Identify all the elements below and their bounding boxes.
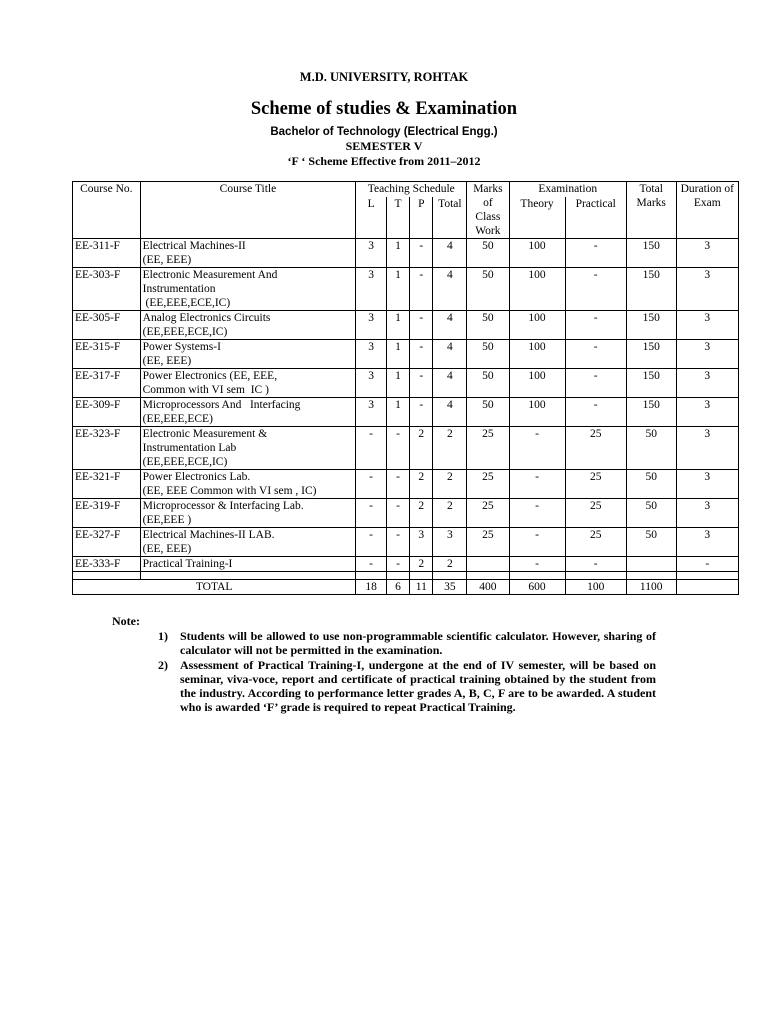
- theory-cell: 100: [509, 369, 565, 398]
- header-duration: Duration of Exam: [676, 182, 738, 239]
- spacer-cell: [140, 572, 356, 580]
- header-course-no: Course No.: [73, 182, 141, 239]
- practical-cell: -: [565, 239, 626, 268]
- course-title-line: Power Electronics Lab.: [142, 471, 251, 483]
- course-title-cell: [140, 528, 356, 557]
- course-title-line: (EE, EEE): [142, 254, 192, 266]
- note-item: [158, 629, 656, 658]
- degree-name: Bachelor of Technology (Electrical Engg.): [270, 126, 498, 138]
- L-cell: -: [356, 499, 387, 528]
- total-total-cell: 35: [433, 580, 467, 595]
- T-cell: 1: [386, 340, 409, 369]
- L-cell: 3: [356, 340, 387, 369]
- T-cell: -: [386, 427, 409, 470]
- header-theory: Theory: [509, 197, 565, 239]
- P-cell: -: [410, 311, 433, 340]
- table-row: [73, 311, 739, 340]
- practical-cell: 25: [565, 427, 626, 470]
- duration-cell: 3: [676, 427, 738, 470]
- course-title-line: Electrical Machines-II LAB.: [142, 529, 275, 541]
- course-title-line: Instrumentation: [142, 283, 216, 295]
- table-spacer-row: [73, 572, 739, 580]
- total-marks-cell: 150: [626, 369, 676, 398]
- total-theory-cell: 600: [509, 580, 565, 595]
- course-title-line: Electronic Measurement &: [142, 428, 268, 440]
- practical-cell: 25: [565, 528, 626, 557]
- table-row: [73, 268, 739, 311]
- P-cell: 2: [410, 470, 433, 499]
- course-title-line: (EE, EEE Common with VI sem , IC): [142, 485, 317, 497]
- theory-cell: 100: [509, 239, 565, 268]
- table-row: [73, 398, 739, 427]
- practical-cell: -: [565, 340, 626, 369]
- L-cell: -: [356, 557, 387, 572]
- header-L: L: [356, 197, 387, 239]
- theory-cell: 100: [509, 398, 565, 427]
- total-cell: 2: [433, 470, 467, 499]
- L-cell: -: [356, 427, 387, 470]
- L-cell: -: [356, 528, 387, 557]
- duration-cell: 3: [676, 369, 738, 398]
- total-row: [73, 580, 739, 595]
- table-row: [73, 369, 739, 398]
- total-duration-cell: [676, 580, 738, 595]
- total-cell: 2: [433, 499, 467, 528]
- L-cell: 3: [356, 239, 387, 268]
- course-no-cell: EE-333-F: [73, 557, 141, 572]
- class-work-cell: 25: [467, 427, 509, 470]
- course-no-cell: EE-323-F: [73, 427, 141, 470]
- course-title-cell: [140, 340, 356, 369]
- practical-cell: -: [565, 311, 626, 340]
- course-title-line: Electrical Machines-II: [142, 240, 246, 252]
- note-number: 1): [158, 629, 168, 643]
- table-row: [73, 470, 739, 499]
- spacer-cell: [433, 572, 467, 580]
- T-cell: 1: [386, 398, 409, 427]
- note-number: 2): [158, 657, 168, 672]
- header-P: P: [410, 197, 433, 239]
- header-examination: Examination: [509, 182, 626, 197]
- T-cell: 1: [386, 239, 409, 268]
- total-marks-cell: 50: [626, 528, 676, 557]
- course-title-cell: [140, 398, 356, 427]
- course-no-cell: EE-321-F: [73, 470, 141, 499]
- total-label: TOTAL: [73, 580, 356, 595]
- course-title-cell: [140, 369, 356, 398]
- course-no-cell: EE-303-F: [73, 268, 141, 311]
- P-cell: 2: [410, 557, 433, 572]
- header-marks-class-work: Marks of Class Work: [467, 182, 509, 239]
- spacer-cell: [565, 572, 626, 580]
- total-marks-cell: [626, 557, 676, 572]
- duration-cell: 3: [676, 528, 738, 557]
- total-T-cell: 6: [386, 580, 409, 595]
- P-cell: -: [410, 369, 433, 398]
- spacer-cell: [509, 572, 565, 580]
- table-row: [73, 528, 739, 557]
- T-cell: 1: [386, 268, 409, 311]
- duration-cell: 3: [676, 268, 738, 311]
- total-cell: 4: [433, 311, 467, 340]
- course-title-cell: [140, 239, 356, 268]
- total-cell: 2: [433, 557, 467, 572]
- course-title-line: Practical Training-I: [142, 558, 233, 570]
- course-no-cell: EE-309-F: [73, 398, 141, 427]
- course-title-line: Power Systems-I: [142, 341, 221, 353]
- course-title-line: (EE,EEE,ECE,IC): [142, 326, 228, 338]
- total-class-work-cell: 400: [467, 580, 509, 595]
- P-cell: 3: [410, 528, 433, 557]
- total-marks-cell: 150: [626, 340, 676, 369]
- table-row: [73, 340, 739, 369]
- P-cell: -: [410, 398, 433, 427]
- spacer-cell: [356, 572, 387, 580]
- total-cell: 4: [433, 369, 467, 398]
- total-marks-cell: 150: [626, 311, 676, 340]
- notes-list: [158, 629, 656, 715]
- class-work-cell: 50: [467, 340, 509, 369]
- T-cell: -: [386, 528, 409, 557]
- theory-cell: -: [509, 557, 565, 572]
- course-title-line: Electronic Measurement And: [142, 269, 278, 281]
- course-title-line: Power Electronics (EE, EEE,: [142, 370, 278, 382]
- table-row: [73, 499, 739, 528]
- course-no-cell: EE-317-F: [73, 369, 141, 398]
- P-cell: 2: [410, 427, 433, 470]
- course-title-line: (EE, EEE): [142, 543, 192, 555]
- duration-cell: -: [676, 557, 738, 572]
- total-cell: 4: [433, 239, 467, 268]
- total-marks-cell: 150: [626, 398, 676, 427]
- course-title-line: Instrumentation Lab: [142, 442, 237, 454]
- course-no-cell: EE-319-F: [73, 499, 141, 528]
- course-title-line: (EE,EEE,ECE,IC): [142, 297, 231, 309]
- class-work-cell: 25: [467, 528, 509, 557]
- total-marks-cell: 150: [626, 268, 676, 311]
- course-title-line: Microprocessors And Interfacing: [142, 399, 301, 411]
- practical-cell: -: [565, 398, 626, 427]
- total-cell: 4: [433, 340, 467, 369]
- L-cell: 3: [356, 369, 387, 398]
- T-cell: 1: [386, 311, 409, 340]
- table-row: [73, 239, 739, 268]
- P-cell: -: [410, 268, 433, 311]
- L-cell: -: [356, 470, 387, 499]
- T-cell: -: [386, 470, 409, 499]
- practical-cell: -: [565, 369, 626, 398]
- course-title-line: Analog Electronics Circuits: [142, 312, 271, 324]
- class-work-cell: 50: [467, 239, 509, 268]
- course-title-line: Microprocessor & Interfacing Lab.: [142, 500, 304, 512]
- header-course-title: Course Title: [140, 182, 356, 239]
- course-title-line: (EE,EEE ): [142, 514, 192, 526]
- practical-cell: 25: [565, 499, 626, 528]
- duration-cell: 3: [676, 340, 738, 369]
- class-work-cell: 25: [467, 470, 509, 499]
- theory-cell: -: [509, 499, 565, 528]
- course-title-cell: [140, 268, 356, 311]
- spacer-cell: [386, 572, 409, 580]
- spacer-cell: [676, 572, 738, 580]
- theory-cell: -: [509, 427, 565, 470]
- scheme-table: [72, 181, 739, 595]
- header-practical: Practical: [565, 197, 626, 239]
- total-P-cell: 11: [410, 580, 433, 595]
- scheme-effective-label: ‘F ‘ Scheme Effective from 2011–2012: [287, 154, 481, 168]
- course-no-cell: EE-305-F: [73, 311, 141, 340]
- T-cell: -: [386, 499, 409, 528]
- course-title-cell: [140, 311, 356, 340]
- theory-cell: -: [509, 470, 565, 499]
- total-cell: 2: [433, 427, 467, 470]
- class-work-cell: 50: [467, 268, 509, 311]
- university-name: M.D. UNIVERSITY, ROHTAK: [299, 70, 469, 84]
- spacer-cell: [73, 572, 141, 580]
- duration-cell: 3: [676, 398, 738, 427]
- total-cell: 4: [433, 398, 467, 427]
- table-row: [73, 557, 739, 572]
- course-title-line: (EE,EEE,ECE): [142, 413, 213, 425]
- practical-cell: -: [565, 557, 626, 572]
- course-title-cell: [140, 470, 356, 499]
- L-cell: 3: [356, 268, 387, 311]
- duration-cell: 3: [676, 239, 738, 268]
- note-item: [158, 658, 656, 715]
- header-total-marks: Total Marks: [626, 182, 676, 239]
- total-cell: 3: [433, 528, 467, 557]
- theory-cell: 100: [509, 311, 565, 340]
- L-cell: 3: [356, 398, 387, 427]
- total-marks-cell: 50: [626, 470, 676, 499]
- total-practical-cell: 100: [565, 580, 626, 595]
- course-title-cell: [140, 557, 356, 572]
- class-work-cell: 50: [467, 398, 509, 427]
- class-work-cell: 50: [467, 369, 509, 398]
- course-no-cell: EE-327-F: [73, 528, 141, 557]
- table-row: [73, 427, 739, 470]
- total-total-marks-cell: 1100: [626, 580, 676, 595]
- total-L-cell: 18: [356, 580, 387, 595]
- T-cell: 1: [386, 369, 409, 398]
- course-title-cell: [140, 499, 356, 528]
- theory-cell: 100: [509, 268, 565, 311]
- duration-cell: 3: [676, 311, 738, 340]
- header-teaching-schedule: Teaching Schedule: [356, 182, 467, 197]
- P-cell: 2: [410, 499, 433, 528]
- note-text: Students will be allowed to use non-programmable scientific calculator. However, sharing of calculator will not be permitted in the examination.: [180, 629, 656, 658]
- spacer-cell: [467, 572, 509, 580]
- duration-cell: 3: [676, 470, 738, 499]
- note-label: Note:: [112, 614, 140, 628]
- duration-cell: 3: [676, 499, 738, 528]
- note-text: Assessment of Practical Training-I, undergone at the end of IV semester, will be based on seminar, viva-voce, report and certificate of practical training obtained by the student from the industry. According to performance letter grades A, B, C, F are to be awarded. A student who is awarded ‘F’ grade is required to repeat Practical Training.: [180, 657, 656, 715]
- class-work-cell: 25: [467, 499, 509, 528]
- course-title-line: (EE, EEE): [142, 355, 192, 367]
- P-cell: -: [410, 239, 433, 268]
- spacer-cell: [626, 572, 676, 580]
- header-T: T: [386, 197, 409, 239]
- T-cell: -: [386, 557, 409, 572]
- class-work-cell: 50: [467, 311, 509, 340]
- course-no-cell: EE-315-F: [73, 340, 141, 369]
- L-cell: 3: [356, 311, 387, 340]
- spacer-cell: [410, 572, 433, 580]
- course-title-line: Common with VI sem IC ): [142, 384, 269, 396]
- course-title-line: (EE,EEE,ECE,IC): [142, 456, 228, 468]
- document-title: Scheme of studies & Examination: [250, 99, 518, 119]
- practical-cell: -: [565, 268, 626, 311]
- total-marks-cell: 50: [626, 499, 676, 528]
- header-teaching-total: Total: [433, 197, 467, 239]
- course-no-cell: EE-311-F: [73, 239, 141, 268]
- theory-cell: 100: [509, 340, 565, 369]
- class-work-cell: [467, 557, 509, 572]
- P-cell: -: [410, 340, 433, 369]
- total-cell: 4: [433, 268, 467, 311]
- theory-cell: -: [509, 528, 565, 557]
- total-marks-cell: 150: [626, 239, 676, 268]
- total-marks-cell: 50: [626, 427, 676, 470]
- semester-label: SEMESTER V: [345, 139, 423, 153]
- practical-cell: 25: [565, 470, 626, 499]
- course-title-cell: [140, 427, 356, 470]
